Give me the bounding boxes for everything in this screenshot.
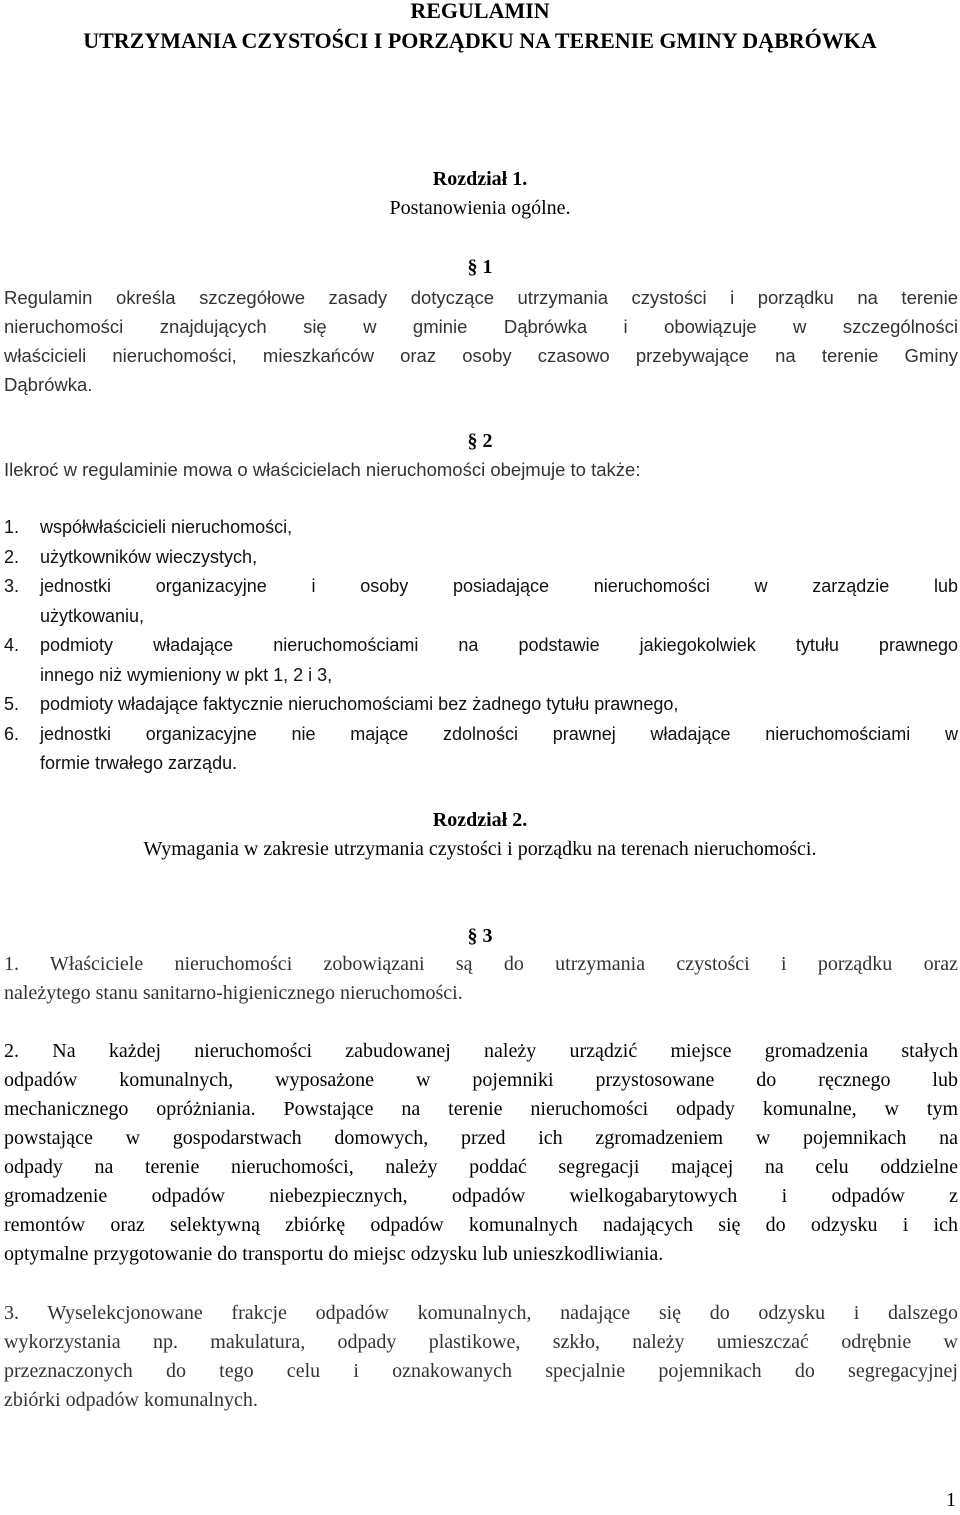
section3-paragraph-3 bbox=[4, 1299, 958, 1415]
paragraph-line: 3. Wyselekcjonowane frakcje odpadów komunalnych, nadające się do odzysku i dalszego bbox=[4, 1302, 958, 1324]
list-item-line: podmioty władające faktycznie nieruchomościami bez żadnego tytułu prawnego, bbox=[40, 694, 679, 714]
list-item bbox=[4, 572, 958, 631]
section1-line: nieruchomości znajdujących się w gminie Dąbrówka i obowiązuje w szczególności bbox=[4, 316, 958, 337]
list-item-number: 2. bbox=[4, 546, 20, 567]
section1-sign: § 1 bbox=[467, 256, 493, 278]
list-item bbox=[4, 513, 958, 543]
list-item-number: 6. bbox=[4, 723, 20, 744]
list-item-line: innego niż wymieniony w pkt 1, 2 i 3, bbox=[40, 664, 333, 685]
section2-intro bbox=[4, 455, 958, 484]
chapter2-subtitle: Wymagania w zakresie utrzymania czystości i porządku na terenach nieruchomości. bbox=[143, 838, 817, 860]
list-item-line: podmioty władające nieruchomościami na podstawie jakiegokolwiek tytułu prawnego bbox=[40, 635, 958, 655]
section1-line: Regulamin określa szczegółowe zasady dotyczące utrzymania czystości i porządku na terenie bbox=[4, 287, 958, 308]
document-title-line2: UTRZYMANIA CZYSTOŚCI I PORZĄDKU NA TERENIE GMINY DĄBRÓWKA bbox=[83, 28, 877, 53]
list-item-line: formie trwałego zarządu. bbox=[40, 753, 238, 773]
paragraph-line: optymalne przygotowanie do transportu do miejsc odzysku lub unieszkodliwiania. bbox=[4, 1243, 664, 1265]
page-number: 1 bbox=[946, 1489, 956, 1511]
paragraph-line: powstające w gospodarstwach domowych, przed ich zgromadzeniem w pojemnikach na bbox=[4, 1127, 958, 1149]
paragraph-line: 2. Na każdej nieruchomości zabudowanej należy urządzić miejsce gromadzenia stałych bbox=[4, 1040, 958, 1062]
list-item-line: użytkowaniu, bbox=[40, 605, 145, 626]
list-item-number: 3. bbox=[4, 576, 20, 596]
paragraph-line: gromadzenie odpadów niebezpiecznych, odpadów wielkogabarytowych i odpadów z bbox=[4, 1185, 958, 1207]
paragraph-line: 1. Właściciele nieruchomości zobowiązani są do utrzymania czystości i porządku oraz bbox=[4, 953, 958, 975]
paragraph-line: przeznaczonych do tego celu i oznakowanych specjalnie pojemnikach do segregacyjnej bbox=[4, 1360, 958, 1382]
paragraph-line: wykorzystania np. makulatura, odpady plastikowe, szkło, należy umieszczać odrębnie w bbox=[4, 1331, 958, 1353]
section2-intro-text: Ilekroć w regulaminie mowa o właścicielach nieruchomości obejmuje to także: bbox=[4, 459, 641, 480]
list-item-line: współwłaścicieli nieruchomości, bbox=[40, 517, 293, 537]
list-item-line: użytkowników wieczystych, bbox=[40, 546, 258, 567]
section1-line: właścicieli nieruchomości, mieszkańców oraz osoby czasowo przebywające na terenie Gminy bbox=[4, 345, 958, 366]
list-item-line: jednostki organizacyjne nie mające zdolności prawnej władające nieruchomościami w bbox=[40, 723, 958, 744]
chapter1-label: Rozdział 1. bbox=[432, 168, 528, 190]
list-item-number: 5. bbox=[4, 694, 20, 714]
section1-paragraph bbox=[4, 283, 958, 399]
section3-paragraph-1 bbox=[4, 950, 958, 1008]
section1-line: Dąbrówka. bbox=[4, 374, 93, 395]
chapter1-subtitle: Postanowienia ogólne. bbox=[389, 197, 571, 219]
paragraph-line: odpady na terenie nieruchomości, należy poddać segregacji mającej na celu oddzielne bbox=[4, 1156, 958, 1178]
paragraph-line: remontów oraz selektywną zbiórkę odpadów komunalnych nadających się do odzysku i ich bbox=[4, 1214, 958, 1236]
paragraph-line: mechanicznego opróżniania. Powstające na terenie nieruchomości odpady komunalne, w tym bbox=[4, 1098, 958, 1120]
list-item bbox=[4, 720, 958, 779]
section2-list bbox=[4, 513, 958, 779]
chapter2-label: Rozdział 2. bbox=[432, 809, 528, 831]
paragraph-line: zbiórki odpadów komunalnych. bbox=[4, 1389, 258, 1411]
section2-sign: § 2 bbox=[467, 430, 493, 452]
section3-paragraph-2 bbox=[4, 1037, 958, 1269]
section3-sign: § 3 bbox=[467, 925, 493, 947]
list-item-number: 1. bbox=[4, 517, 20, 537]
paragraph-line: odpadów komunalnych, wyposażone w pojemniki przystosowane do ręcznego lub bbox=[4, 1069, 958, 1091]
list-item bbox=[4, 543, 958, 573]
list-item-number: 4. bbox=[4, 635, 20, 655]
list-item-line: jednostki organizacyjne i osoby posiadające nieruchomości w zarządzie lub bbox=[40, 576, 958, 596]
document-title-line1: REGULAMIN bbox=[410, 0, 550, 23]
list-item bbox=[4, 690, 958, 720]
list-item bbox=[4, 631, 958, 690]
paragraph-line: należytego stanu sanitarno-higienicznego nieruchomości. bbox=[4, 982, 463, 1004]
